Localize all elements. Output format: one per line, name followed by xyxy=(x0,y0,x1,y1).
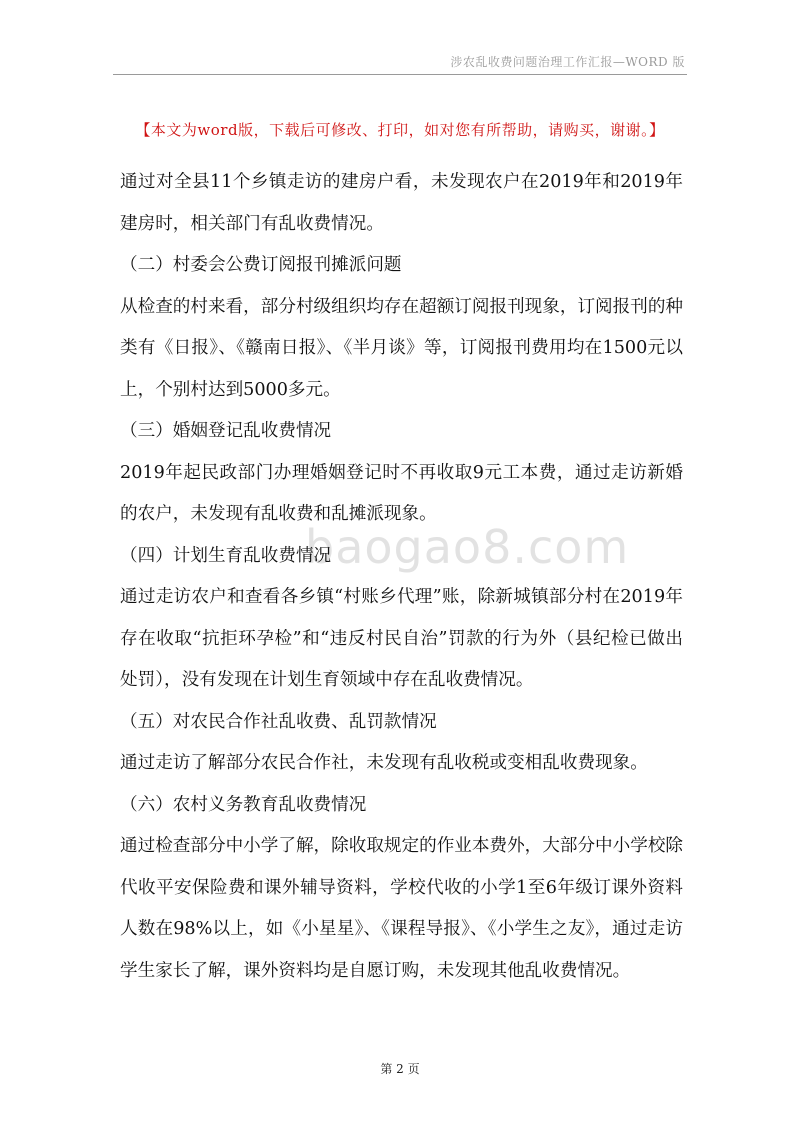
section-heading-6: （六）农村义务教育乱收费情况 xyxy=(120,794,367,815)
page-number: 第 2 页 xyxy=(380,1062,420,1076)
paragraph-marriage: 2019年起民政部门办理婚姻登记时不再收取9元工本费，通过走访新婚的农户，未发现有乱收费和乱摊派现象。 xyxy=(120,462,683,524)
paragraph-education: 通过检查部分中小学了解，除收取规定的作业本费外，大部分中小学校除代收平安保险费和课外辅导资料，学校代收的小学1至6年级订课外资料人数在98%以上，如《小星星》、《课程导报》、《小学生之友》，通过走访学生家长了解，课外资料均是自愿订购，未发现其他乱收费情况。 xyxy=(120,836,684,981)
section-heading-2: （二）村委会公费订阅报刊摊派问题 xyxy=(120,255,402,275)
paragraph-cooperatives: 通过走访了解部分农民合作社，未发现有乱收税或变相乱收费现象。 xyxy=(120,753,648,773)
document-body xyxy=(120,162,683,992)
paragraph-housing: 通过对全县11个乡镇走访的建房户看，未发现农户在2019年和2019年建房时，相关部门有乱收费情况。 xyxy=(120,172,683,234)
download-notice: 【本文为word版，下载后可修改、打印，如对您有所帮助，请购买，谢谢。】 xyxy=(135,121,665,139)
section-heading-3: （三）婚姻登记乱收费情况 xyxy=(120,421,332,441)
section-heading-4: （四）计划生育乱收费情况 xyxy=(120,545,332,566)
paragraph-newspapers: 从检查的村来看，部分村级组织均存在超额订阅报刊现象，订阅报刊的种类有《日报》、《赣南日报》、《半月谈》等，订阅报刊费用均在1500元以上，个别村达到5000多元。 xyxy=(120,296,684,400)
header-divider xyxy=(113,74,687,75)
section-heading-5: （五）对农民合作社乱收费、乱罚款情况 xyxy=(120,711,437,732)
paragraph-family-planning: 通过走访农户和查看各乡镇“村账乡代理”账，除新城镇部分村在2019年存在收取“抗拒环孕检”和“违反村民自治”罚款的行为外（县纪检已做出处罚），没有发现在计划生育领域中存在乱收费情况。 xyxy=(120,587,683,690)
watermark: baogao8.com xyxy=(305,520,630,574)
running-header: 涉农乱收费问题治理工作汇报—WORD 版 xyxy=(450,55,685,69)
